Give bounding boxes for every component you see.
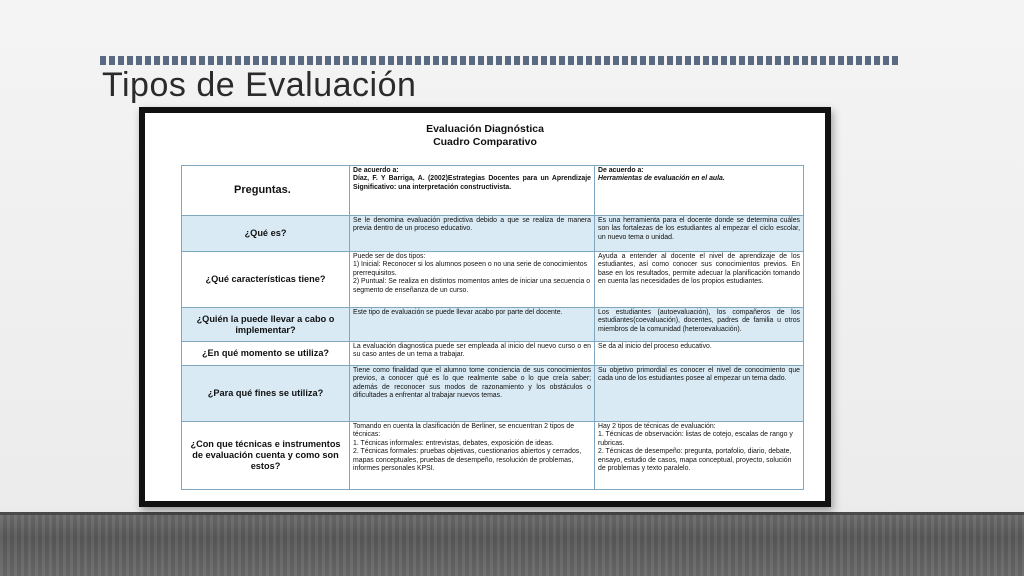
comparison-table	[181, 165, 804, 490]
table-row	[182, 422, 804, 490]
header-source-b	[595, 166, 804, 216]
document-heading-line1: Evaluación Diagnóstica	[426, 123, 544, 135]
document-page	[145, 113, 825, 501]
row-answer-b: Los estudiantes (autoevaluación), los compañeros de los estudiantes(coevaluación), docentes, padres de familia u otros miembros de la comunidad (heteroevaluación).	[595, 308, 804, 342]
row-answer-a: Este tipo de evaluación se puede llevar acabo por parte del docente.	[350, 308, 595, 342]
row-answer-a: Se le denomina evaluación predictiva debido a que se realiza de manera previa dentro de un proceso educativo.	[350, 216, 595, 252]
table-row	[182, 308, 804, 342]
header-source-a	[350, 166, 595, 216]
row-question: ¿Qué es?	[182, 216, 350, 252]
row-question: ¿En qué momento se utiliza?	[182, 342, 350, 366]
title-decoration-bar	[100, 56, 900, 65]
floor-background	[0, 512, 1024, 576]
table-row	[182, 342, 804, 366]
row-answer-b: Es una herramienta para el docente donde se determina cuáles son las fortalezas de los estudiantes al empezar el ciclo escolar, un nuevo tema o unidad.	[595, 216, 804, 252]
row-answer-b: Ayuda a entender al docente el nivel de aprendizaje de los estudiantes, así como conocer sus conocimientos previos. En base en los resultados, permite adecuar la planificación tomando en cuenta las necesidades de los propios estudiantes.	[595, 252, 804, 308]
slide-title: Tipos de Evaluación	[102, 66, 417, 104]
row-answer-a: Puede ser de dos tipos: 1) Inicial: Reconocer si los alumnos poseen o no una serie de conocimientos prerrequisitos. 2) Puntual: Se realiza en distintos momentos antes de iniciar una secuencia o segmento de enseñanza de un curso.	[350, 252, 595, 308]
document-heading	[145, 113, 825, 149]
row-question: ¿Qué características tiene?	[182, 252, 350, 308]
row-question: ¿Con que técnicas e instrumentos de evaluación cuenta y como son estos?	[182, 422, 350, 490]
row-question: ¿Quién la puede llevar a cabo o implementar?	[182, 308, 350, 342]
table-header-row	[182, 166, 804, 216]
row-answer-a: Tiene como finalidad que el alumno tome conciencia de sus conocimientos previos, a conocer qué es lo que realmente sabe o lo que creía saber; además de reconocer sus modos de razonamiento y los obstáculos o dificultades a enfrentar al trabajar nuevos temas.	[350, 366, 595, 422]
header-source-a-label: De acuerdo a:	[353, 167, 399, 174]
row-answer-a: Tomando en cuenta la clasificación de Berliner, se encuentran 2 tipos de técnicas: 1. Técnicas informales: entrevistas, debates, exposición de ideas. 2. Técnicas formales: pruebas objetivas, cuestionarios abiertos y cerrados, mapas conceptuales, pruebas de desempeño, resolución de problemas, informes personales KPSI.	[350, 422, 595, 490]
document-heading-line2: Cuadro Comparativo	[433, 136, 537, 148]
header-questions: Preguntas.	[182, 166, 350, 216]
document-frame	[139, 107, 831, 507]
row-answer-b: Hay 2 tipos de técnicas de evaluación: 1. Técnicas de observación: listas de cotejo, escalas de rango y rubricas. 2. Técnicas de desempeño: pregunta, portafolio, diario, debate, ensayo, estudio de casos, mapa conceptual, proyecto, solución de problemas y texto paralelo.	[595, 422, 804, 490]
table-row	[182, 252, 804, 308]
header-source-b-label: De acuerdo a:	[598, 167, 644, 174]
row-question: ¿Para qué fines se utiliza?	[182, 366, 350, 422]
row-answer-a: La evaluación diagnostica puede ser empleada al inicio del nuevo curso o en su caso antes de un tema a trabajar.	[350, 342, 595, 366]
header-source-b-ref: Herramientas de evaluación en el aula.	[598, 175, 725, 183]
row-answer-b: Su objetivo primordial es conocer el nivel de conocimiento que cada uno de los estudiantes posee al empezar un tema dado.	[595, 366, 804, 422]
table-row	[182, 216, 804, 252]
header-source-a-ref: Díaz, F. Y Barriga, A. (2002)Estrategias Docentes para un Aprendizaje Significativo: una interpretación constructivista.	[353, 175, 591, 191]
row-answer-b: Se da al inicio del proceso educativo.	[595, 342, 804, 366]
table-row	[182, 366, 804, 422]
